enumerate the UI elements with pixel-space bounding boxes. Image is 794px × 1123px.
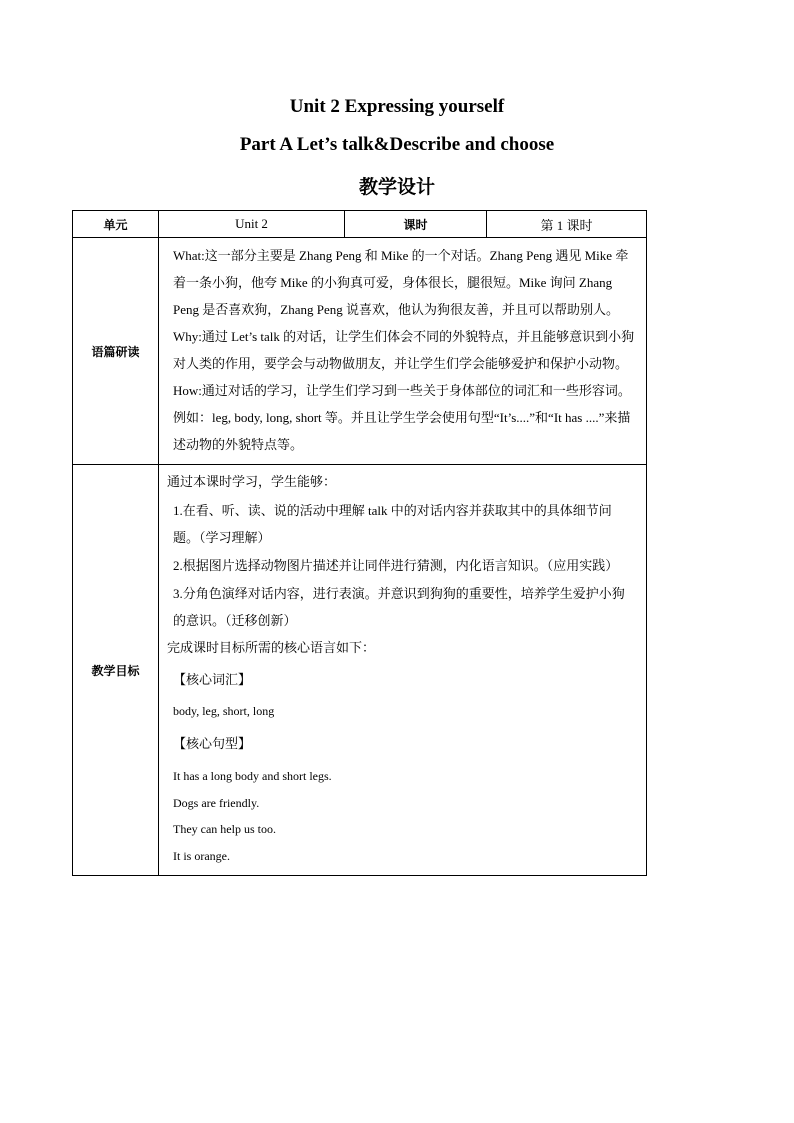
sentence-item: It is orange. bbox=[173, 848, 230, 863]
analysis-what: What:这一部分主要是 Zhang Peng 和 Mike 的一个对话。Zhang Peng 遇见 Mike 牵着一条小狗，他夸 Mike 的小狗真可爱，身体很长，腿很短。Mike 询问 Zhang Peng 是否喜欢狗，Zhang Peng 说喜欢，他认为狗很友善，并且可以帮助别人。 bbox=[173, 248, 629, 317]
document-subtitle: Part A Let’s talk&Describe and choose bbox=[239, 134, 555, 155]
vocab-heading: 【核心词汇】 bbox=[173, 672, 252, 687]
period-label: 课时 bbox=[345, 211, 487, 238]
sentence-item: Dogs are friendly. bbox=[173, 795, 260, 810]
objective-item: 3.分角色演绎对话内容，进行表演。并意识到狗狗的重要性，培养学生爱护小狗的意识。（迁移创新） bbox=[173, 586, 625, 628]
analysis-content bbox=[159, 238, 647, 465]
objectives-row bbox=[73, 465, 647, 876]
unit-label: 单元 bbox=[73, 211, 159, 238]
objective-item: 2.根据图片选择动物图片描述并让同伴进行猜测，内化语言知识。（应用实践） bbox=[173, 558, 619, 573]
header-row bbox=[73, 211, 647, 238]
objective-item: 1.在看、听、读、说的活动中理解 talk 中的对话内容并获取其中的具体细节问题。（学习理解） bbox=[173, 503, 612, 545]
analysis-label: 语篇研读 bbox=[73, 238, 159, 465]
document-heading: 教学设计 bbox=[358, 176, 435, 198]
objectives-label: 教学目标 bbox=[73, 465, 159, 876]
sentence-item: It has a long body and short legs. bbox=[173, 769, 332, 783]
period-value: 第 1 课时 bbox=[487, 211, 647, 238]
analysis-why: Why:通过 Let’s talk 的对话，让学生们体会不同的外貌特点，并且能够意识到小狗对人类的作用，要学会与动物做朋友，并让学生们学会能够爱护和保护小动物。 bbox=[173, 329, 635, 371]
objectives-content bbox=[159, 465, 647, 876]
objectives-intro: 通过本课时学习，学生能够： bbox=[167, 474, 337, 489]
analysis-row bbox=[73, 238, 647, 465]
sentence-list bbox=[173, 763, 636, 869]
lesson-plan-table bbox=[72, 210, 647, 876]
sentence-item: They can help us too. bbox=[173, 822, 276, 836]
vocab-list: body, leg, short, long bbox=[173, 704, 275, 718]
analysis-how: How:通过对话的学习，让学生们学习到一些关于身体部位的词汇和一些形容词。例如：leg, body, long, short 等。并且让学生学会使用句型“It’s....”和“It has ....”来描述动物的外貌特点等。 bbox=[173, 383, 631, 452]
document-title: Unit 2 Expressing yourself bbox=[289, 96, 505, 117]
unit-value: Unit 2 bbox=[159, 211, 345, 238]
sentence-heading: 【核心句型】 bbox=[173, 736, 252, 751]
core-language-intro: 完成课时目标所需的核心语言如下： bbox=[167, 640, 376, 655]
